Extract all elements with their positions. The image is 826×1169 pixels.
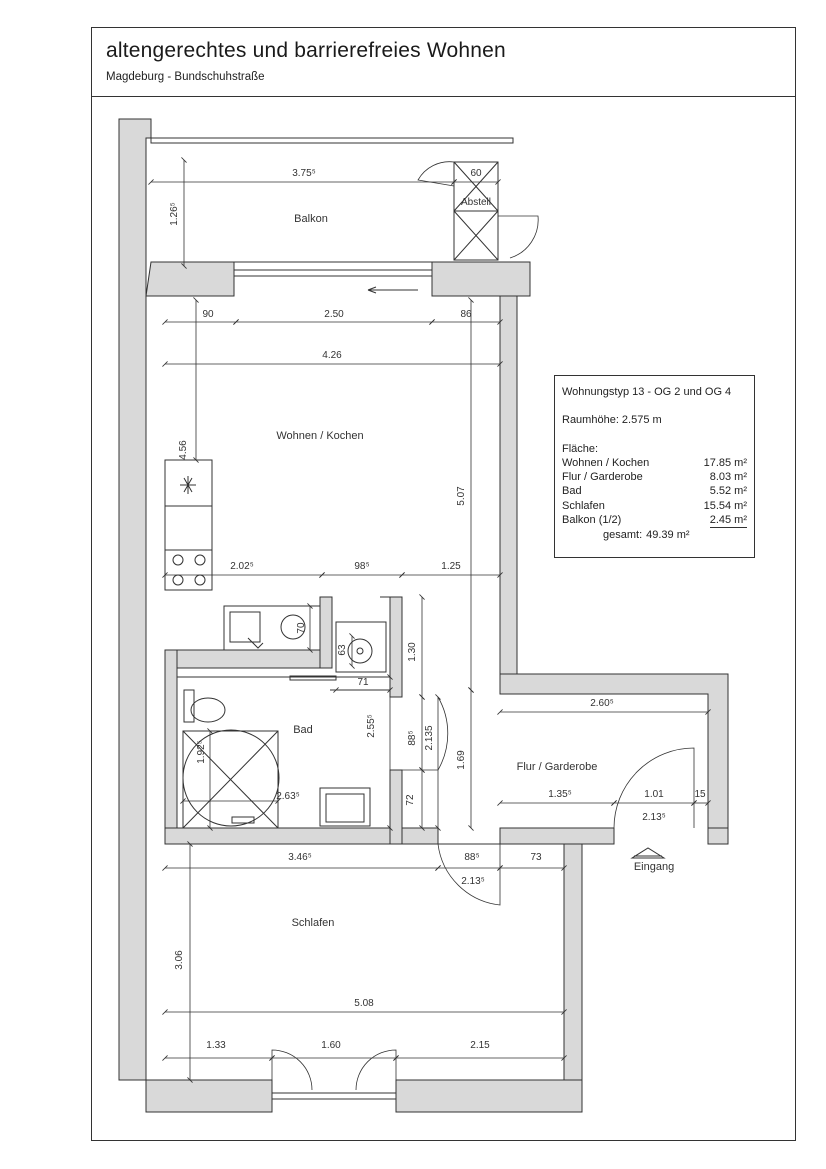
area-name: Schlafen xyxy=(562,499,605,512)
dim-label: 1.26⁵ xyxy=(169,202,180,226)
doors xyxy=(272,162,694,1090)
area-summary-box xyxy=(554,375,755,558)
area-value: 2.45 m² xyxy=(710,513,747,528)
dimension-lines xyxy=(151,160,708,1080)
room-label-abstell: Abstell xyxy=(460,197,492,208)
dim-label: 90 xyxy=(202,309,214,320)
room-label-balkon: Balkon xyxy=(294,213,328,225)
dim-label: 2.50 xyxy=(324,309,344,320)
dim-label: 2.55⁵ xyxy=(366,714,377,738)
dim-label: 3.75⁵ xyxy=(292,168,316,179)
area-name: Wohnen / Kochen xyxy=(562,456,650,469)
room-label-flur: Flur / Garderobe xyxy=(516,761,598,773)
corridor-wall xyxy=(380,597,402,697)
dim-label: 2.02⁵ xyxy=(230,561,254,572)
flur-bottom-right xyxy=(708,828,728,844)
area-total-value: 49.39 m² xyxy=(646,529,690,542)
dim-label: 71 xyxy=(357,677,369,688)
apartment-type: Wohnungstyp 13 - OG 2 und OG 4 xyxy=(562,386,732,398)
dim-label: 60 xyxy=(470,168,482,179)
dim-label: 1.25 xyxy=(441,561,461,572)
area-total-row xyxy=(562,528,747,542)
area-value: 17.85 m² xyxy=(703,456,747,469)
dim-label: 63 xyxy=(337,644,348,656)
dim-label: 88⁵ xyxy=(407,730,418,746)
area-name: Balkon (1/2) xyxy=(562,514,622,527)
dim-label: 2.60⁵ xyxy=(590,698,614,709)
entrance-label: Eingang xyxy=(633,861,675,873)
balcony-wall-bottom xyxy=(146,262,234,296)
room-label-schlafen: Schlafen xyxy=(291,917,335,929)
bath-wall-right xyxy=(390,770,402,844)
dim-label: 73 xyxy=(530,852,542,863)
area-value: 5.52 m² xyxy=(709,485,747,498)
area-row xyxy=(562,484,747,498)
area-heading: Fläche: xyxy=(562,442,599,455)
area-row xyxy=(562,499,747,513)
dim-label: 98⁵ xyxy=(354,561,370,572)
kitchen-niche-wall xyxy=(320,597,332,668)
dim-label: 1.01 xyxy=(644,789,664,800)
dim-label: 86 xyxy=(460,309,472,320)
dim-label: 15 xyxy=(694,789,706,800)
dim-label: 4.26 xyxy=(322,350,342,361)
dim-label: 4.56 xyxy=(178,440,189,460)
room-label-wohnen: Wohnen / Kochen xyxy=(276,430,364,442)
dim-label: 1.35⁵ xyxy=(548,789,572,800)
room-label-bad: Bad xyxy=(293,724,313,736)
dim-label: 2.63⁵ xyxy=(276,791,300,802)
area-row xyxy=(562,470,747,484)
area-total-label: gesamt: xyxy=(603,529,643,542)
dim-label: 1.69 xyxy=(456,750,467,770)
dim-label: 88⁵ xyxy=(464,852,480,863)
dimension-labels-vertical xyxy=(169,202,467,970)
dim-label: 1.30 xyxy=(407,642,418,662)
bottom-wall-right xyxy=(396,1080,582,1112)
bath-wall-left xyxy=(165,650,177,836)
bottom-wall xyxy=(146,1080,272,1112)
dim-label: 1.60 xyxy=(321,1040,341,1051)
east-wall-schlafen xyxy=(564,844,582,1112)
dim-label: 70 xyxy=(296,622,307,634)
dim-label: 2.15 xyxy=(470,1040,490,1051)
outer-wall-west xyxy=(119,119,151,1080)
dim-label: 3.46⁵ xyxy=(288,852,312,863)
dim-label: 2.13⁵ xyxy=(642,812,666,823)
dim-label: 5.07 xyxy=(456,486,467,506)
dim-label: 1.92⁵ xyxy=(196,740,207,764)
flur-bottom-wall xyxy=(500,828,614,844)
dim-label: 2.135 xyxy=(424,725,435,751)
dim-label: 1.33 xyxy=(206,1040,226,1051)
balcony-wall-right xyxy=(432,262,530,296)
area-row xyxy=(562,513,747,528)
area-name: Flur / Garderobe xyxy=(562,471,643,484)
walls xyxy=(119,119,728,1112)
area-value: 8.03 m² xyxy=(709,471,747,484)
room-height: Raumhöhe: 2.575 m xyxy=(562,414,662,427)
area-value: 15.54 m² xyxy=(703,499,747,512)
dim-label: 2.13⁵ xyxy=(461,876,485,887)
area-row xyxy=(562,456,747,470)
bath-wall-top xyxy=(165,650,320,668)
dimension-labels xyxy=(202,168,706,1051)
dim-label: 5.08 xyxy=(354,998,374,1009)
drawing-subtitle: Magdeburg - Bundschuhstraße xyxy=(106,71,265,83)
area-name: Bad xyxy=(562,485,582,498)
east-wall-upper xyxy=(500,296,517,674)
drawing-title: altengerechtes und barrierefreies Wohnen xyxy=(106,39,506,62)
dim-label: 3.06 xyxy=(174,950,185,970)
dim-label: 72 xyxy=(405,794,416,806)
